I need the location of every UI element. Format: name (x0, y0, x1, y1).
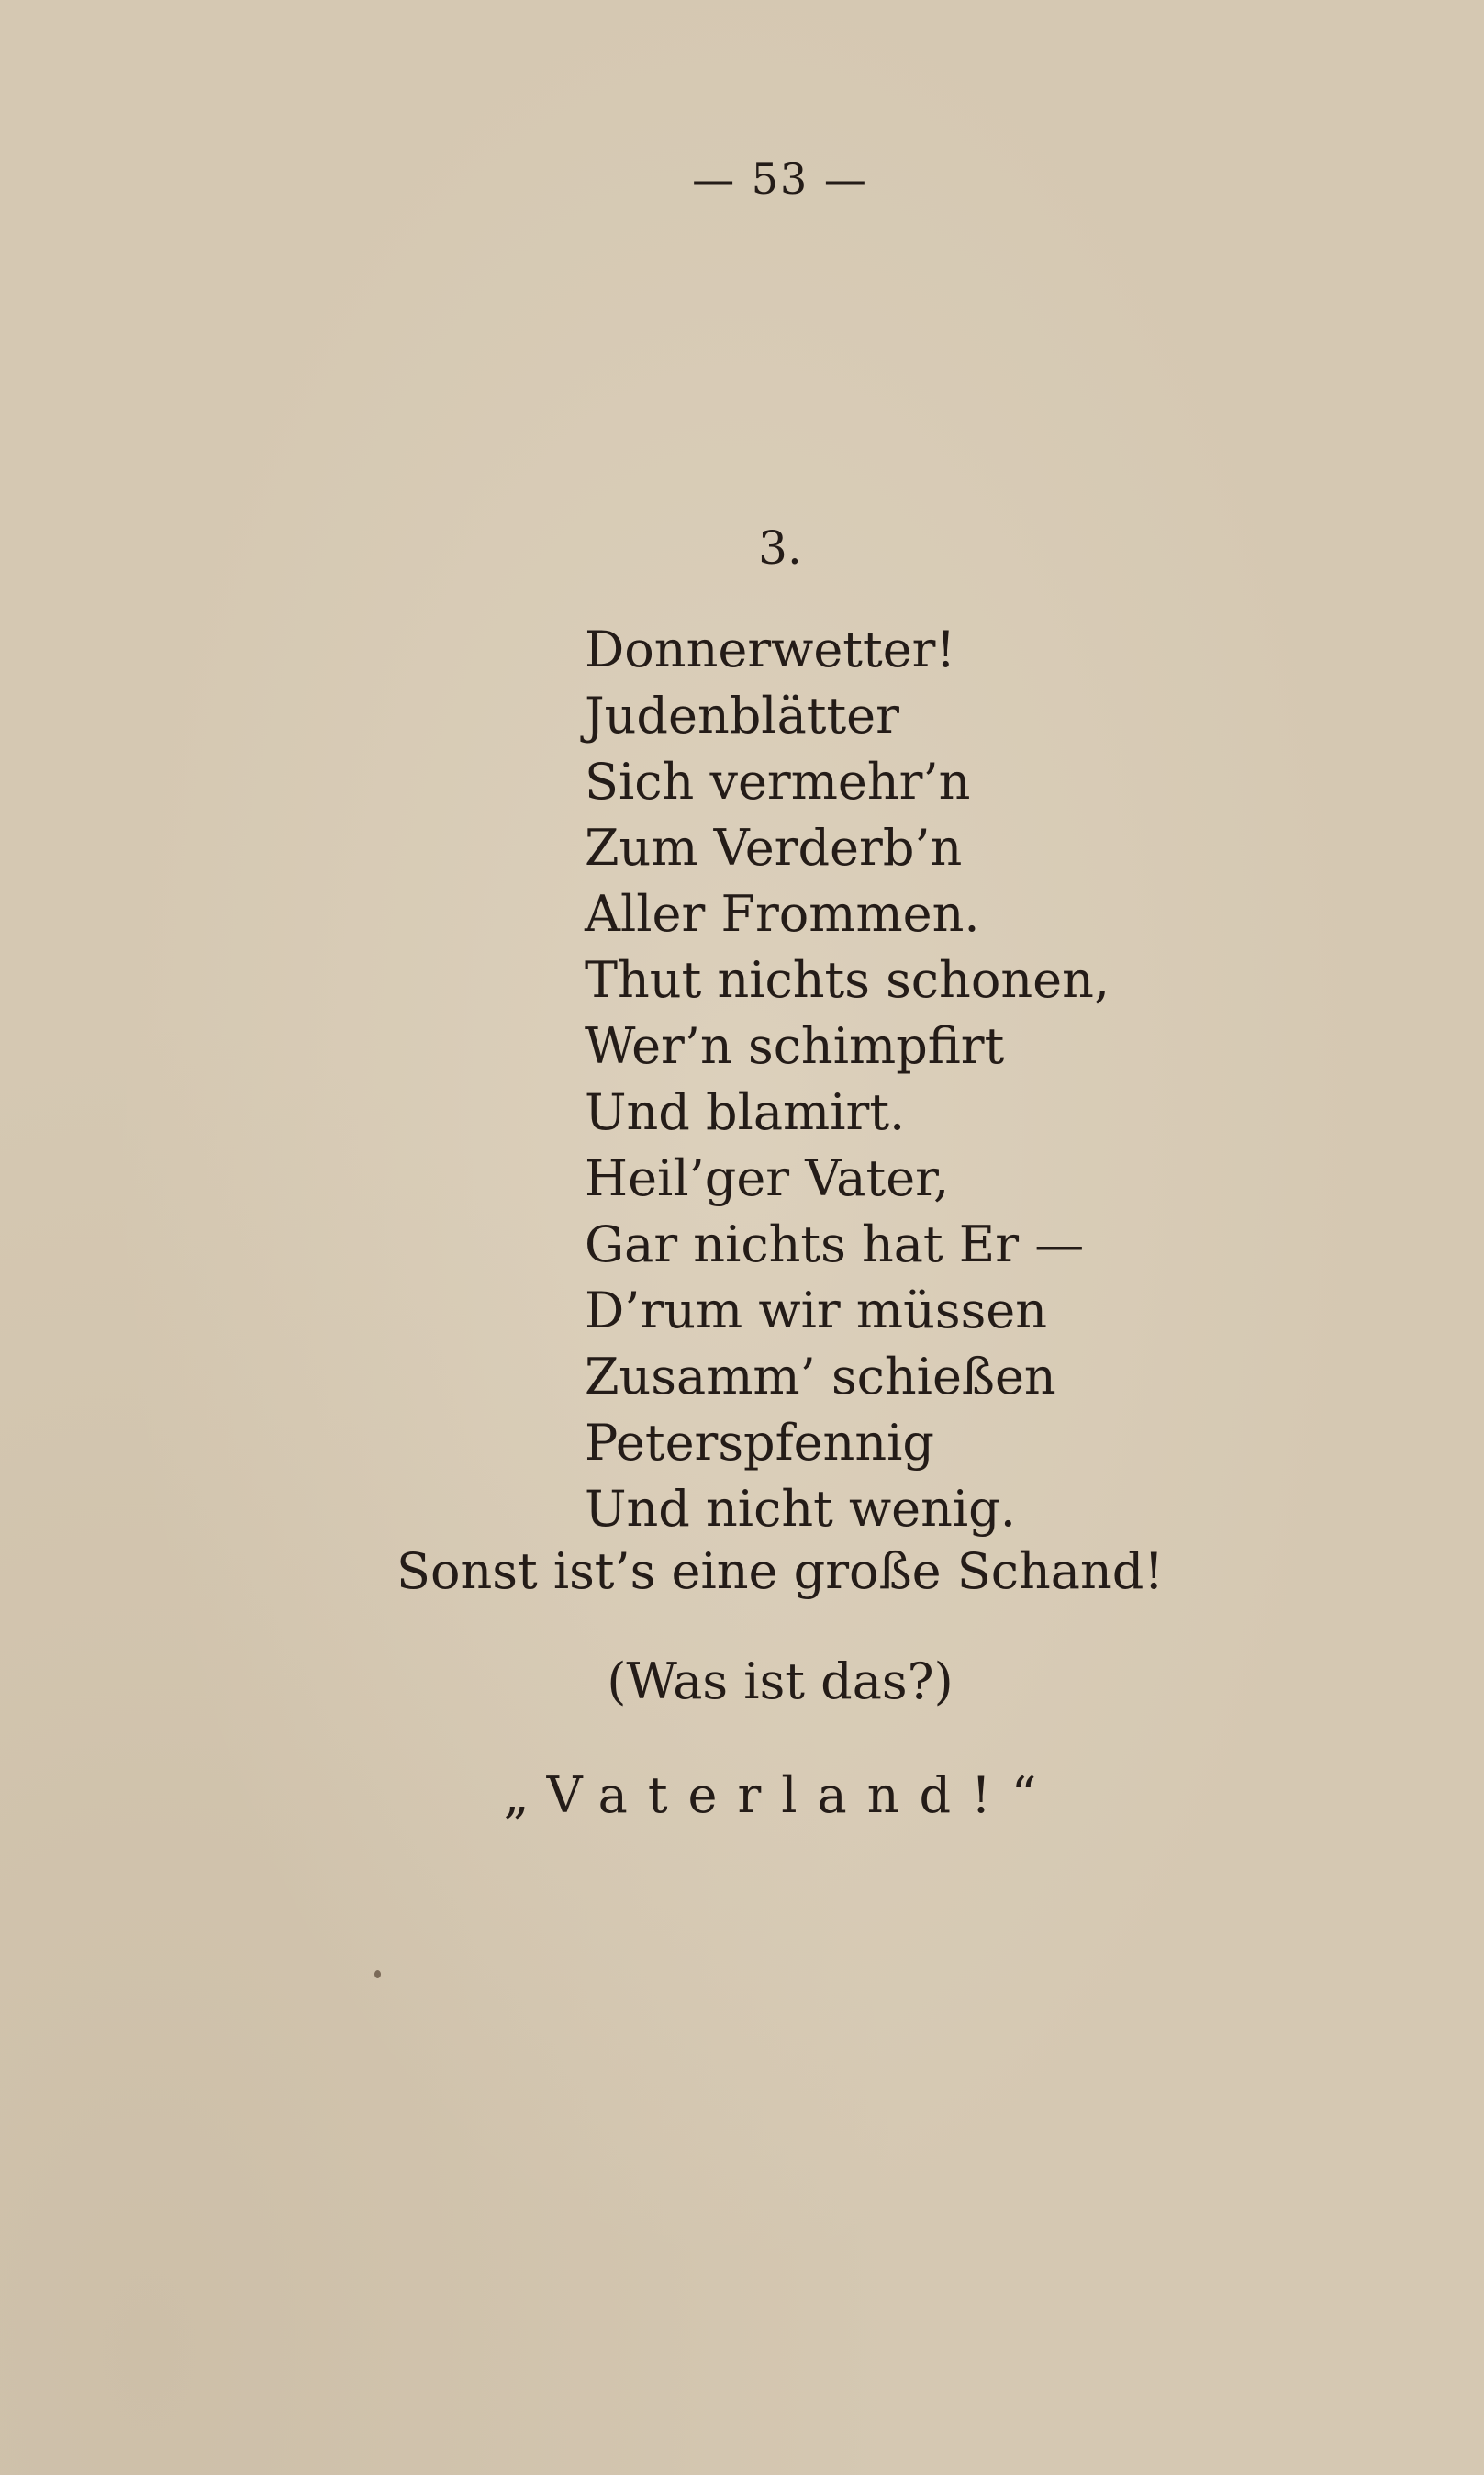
poem-line: Aller Frommen. (585, 885, 980, 943)
poem-line: Peterspfennig (585, 1414, 934, 1472)
poem-line: Donnerwetter! (585, 621, 956, 678)
page-number: — 53 — (692, 154, 868, 204)
poem-line: Gar nichts hat Er — (585, 1215, 1085, 1273)
poem-line: Heil’ger Vater, (585, 1149, 950, 1207)
question-line: (Was ist das?) (607, 1652, 954, 1710)
poem-line: Thut nichts schonen, (585, 951, 1110, 1009)
poem-line: Zum Verderb’n (585, 819, 963, 877)
section-number: 3. (758, 521, 802, 575)
poem-line: Judenblätter (585, 687, 899, 745)
answer-line: „Vaterland!“ (503, 1766, 1057, 1824)
poem-stanza (585, 617, 1110, 1542)
closing-line: Sonst ist’s eine große Schand! (396, 1542, 1165, 1600)
poem-line: Sich vermehr’n (585, 753, 971, 811)
poem-line: D’rum wir müssen (585, 1282, 1048, 1339)
paper-speck (374, 1970, 381, 1978)
poem-line: Und blamirt. (585, 1083, 906, 1141)
poem-line: Wer’n schimpfirt (585, 1017, 1005, 1075)
poem-line: Zusamm’ schießen (585, 1348, 1056, 1405)
poem-line: Und nicht wenig. (585, 1480, 1016, 1538)
